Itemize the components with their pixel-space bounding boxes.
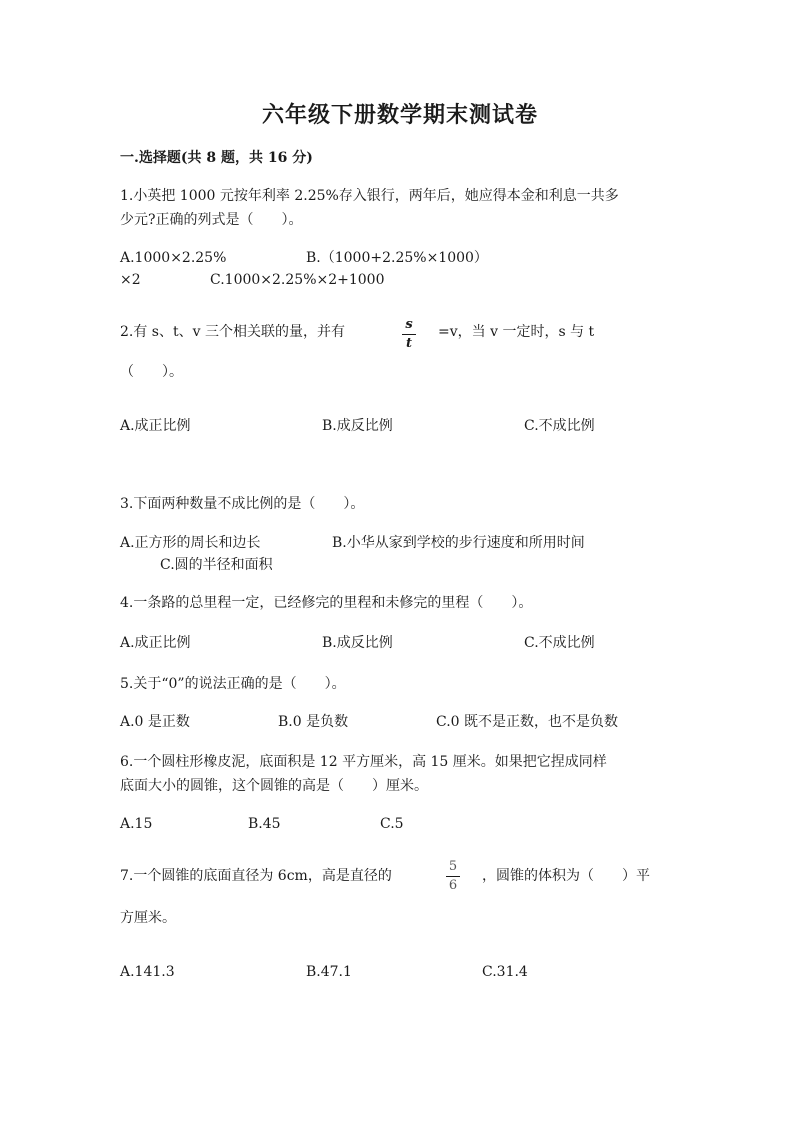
fraction-denominator: t	[405, 336, 412, 351]
fraction-numerator: 5	[448, 859, 458, 874]
question-6-option-a: A.15	[120, 816, 153, 832]
question-3-option-b: B.小华从家到学校的步行速度和所用时间	[332, 535, 585, 551]
question-2-option-a: A.成正比例	[120, 418, 191, 434]
question-3-option-a: A.正方形的周长和边长	[120, 535, 261, 551]
question-2-option-b: B.成反比例	[322, 418, 393, 434]
question-2-text-before-fraction: 2.有 s、t、v 三个相关联的量，并有	[120, 324, 345, 340]
question-1-option-c: C.1000×2.25%×2+1000	[210, 272, 385, 288]
question-7-option-a: A.141.3	[120, 964, 175, 980]
question-5-option-c: C.0 既不是正数，也不是负数	[436, 714, 619, 730]
question-5-option-b: B.0 是负数	[278, 714, 349, 730]
question-7-option-c: C.31.4	[482, 964, 528, 980]
fraction-bar	[446, 876, 460, 877]
question-5-option-a: A.0 是正数	[120, 714, 190, 730]
question-6-option-b: B.45	[248, 816, 281, 832]
fraction-denominator: 6	[448, 878, 458, 893]
question-1-line-2: 少元?正确的列式是（ ）。	[120, 212, 303, 228]
question-6-line-2: 底面大小的圆锥，这个圆锥的高是（ ）厘米。	[120, 778, 428, 794]
question-5-line-1: 5.关于“0”的说法正确的是（ ）。	[120, 676, 346, 692]
question-7-text-after-fraction: ，圆锥的体积为（ ）平	[482, 868, 650, 884]
question-2-line-2: （ ）。	[120, 364, 183, 380]
question-1-option-b-continued: ×2	[120, 272, 141, 288]
question-4-option-c: C.不成比例	[524, 635, 595, 651]
question-2-text-after-fraction: =v，当 v 一定时，s 与 t	[438, 324, 595, 340]
question-3-option-c: C.圆的半径和面积	[160, 557, 273, 573]
question-1-option-a: A.1000×2.25%	[120, 250, 227, 266]
question-7-fraction	[446, 860, 460, 893]
question-3-line-1: 3.下面两种数量不成比例的是（ ）。	[120, 496, 365, 512]
question-1-option-b: B.（1000+2.25%×1000）	[306, 250, 488, 266]
question-6-line-1: 6.一个圆柱形橡皮泥，底面积是 12 平方厘米，高 15 厘米。如果把它捏成同样	[120, 754, 607, 770]
section-heading: 一.选择题(共 8 题，共 16 分)	[120, 150, 313, 166]
question-4-line-1: 4.一条路的总里程一定，已经修完的里程和未修完的里程（ ）。	[120, 595, 533, 611]
page-title: 六年级下册数学期末测试卷	[261, 102, 538, 128]
fraction-bar	[402, 334, 416, 335]
question-7-line-2: 方厘米。	[120, 910, 176, 926]
question-1-line-1: 1.小英把 1000 元按年利率 2.25%存入银行，两年后，她应得本金和利息一共多	[120, 188, 619, 204]
fraction-numerator: s	[405, 317, 413, 332]
question-2-option-c: C.不成比例	[524, 418, 595, 434]
question-6-option-c: C.5	[380, 816, 404, 832]
question-7-option-b: B.47.1	[306, 964, 352, 980]
question-4-option-a: A.成正比例	[120, 635, 191, 651]
question-4-option-b: B.成反比例	[322, 635, 393, 651]
question-2-fraction	[402, 318, 416, 351]
question-7-text-before-fraction: 7.一个圆锥的底面直径为 6cm，高是直径的	[120, 868, 392, 884]
